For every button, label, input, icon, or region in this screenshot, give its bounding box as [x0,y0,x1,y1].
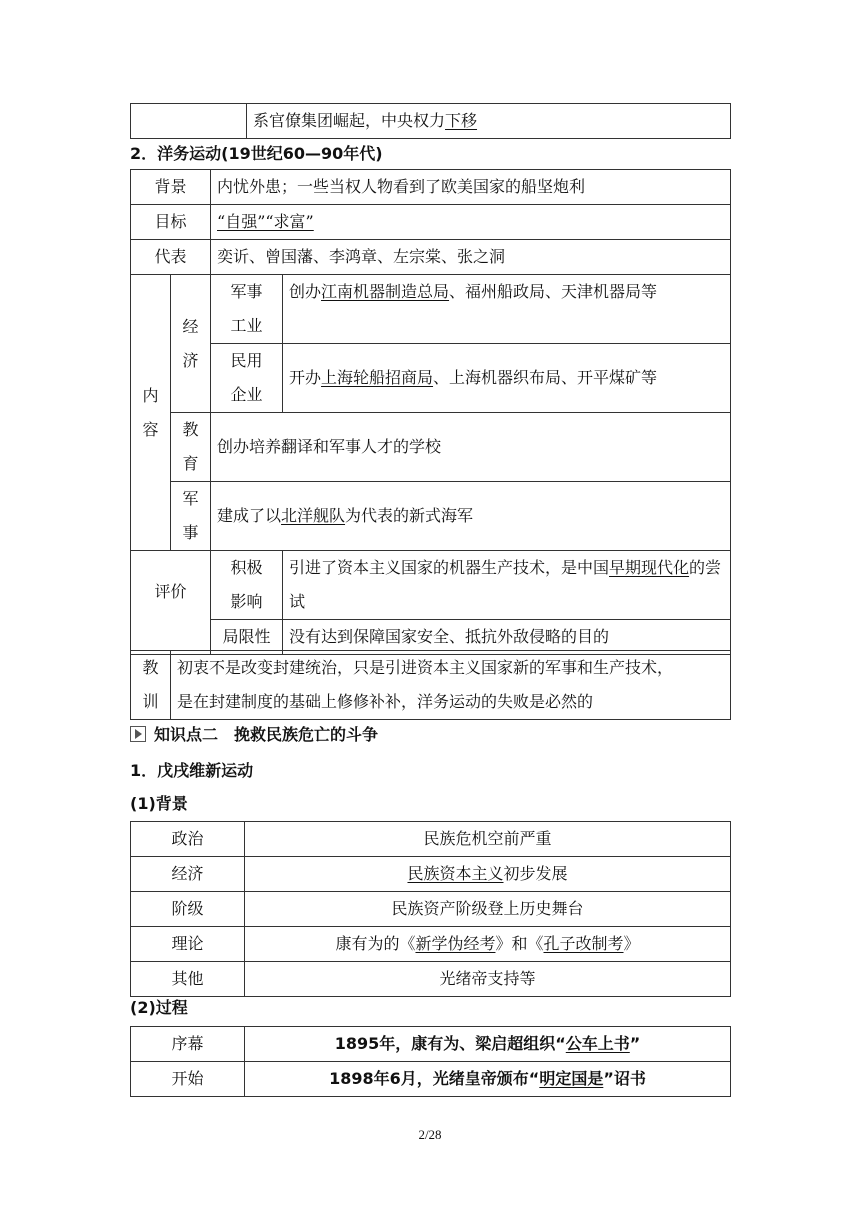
econ-label-1: 经 [182,316,199,336]
lesson-label-2: 训 [142,692,159,711]
mil-value [211,482,731,551]
yangwu-table [130,169,731,655]
civ-post: 、上海机器织布局、开平煤矿等 [433,368,658,387]
knowledge-point-2-title [130,722,378,745]
th-mid: 》和《 [495,934,544,953]
bg-label: 背景 [131,170,211,205]
mil-ind-label-2: 工业 [230,316,263,335]
mil-label [171,482,211,551]
lim-label: 局限性 [211,620,283,655]
lesson-label-1: 教 [142,658,159,677]
pos-label-1: 积极 [230,558,263,577]
empty-cell [131,104,247,139]
th-pre: 康有为的《 [335,934,416,953]
th-u1: 新学伪经考 [415,934,496,953]
mi-pre: 创办 [289,282,322,301]
st-pre: 1898年6月，光绪皇帝颁布“ [329,1069,540,1088]
content-label-2: 容 [142,419,159,439]
theory-value [245,927,731,962]
eval-label: 评价 [131,551,211,655]
class-label: 阶级 [131,892,245,927]
rep-label: 代表 [131,240,211,275]
class-value: 民族资产阶级登上历史舞台 [245,892,731,927]
process-table [130,1026,731,1097]
th-post: 》 [623,934,640,953]
civ-value [283,344,731,413]
other-label: 其他 [131,962,245,997]
pr-pre: 1895年，康有为、梁启超组织“ [334,1034,566,1053]
goal-value [211,205,731,240]
content-label [131,275,171,551]
mil-ind-label-1: 军事 [230,282,263,301]
play-marker-icon [130,726,146,742]
economy-value [245,857,731,892]
goal-text: “自强”“求富” [217,212,314,231]
edu-label-2: 育 [182,454,199,473]
economy-label: 经济 [131,857,245,892]
civ-label-1: 民用 [230,351,263,370]
st-post: ”诏书 [603,1069,646,1088]
mil-post: 为代表的新式海军 [345,506,474,525]
wuxu-title: 1．戊戌维新运动 [130,761,254,780]
kp2-text: 知识点二 挽救民族危亡的斗争 [154,725,379,744]
pos-u: 早期现代化 [609,558,690,577]
eco-post: 初步发展 [503,864,568,883]
cont-text: 系官僚集团崛起，中央权力 [253,111,446,130]
edu-value: 创办培养翻译和军事人才的学校 [211,413,731,482]
lesson-label [131,651,171,720]
pos-label-2: 影响 [230,592,263,611]
edu-label-1: 教 [182,420,199,439]
lesson-value [171,651,731,720]
civ-u: 上海轮船招商局 [321,368,434,387]
pos-pre: 引进了资本主义国家的机器生产技术，是中国 [289,558,610,577]
prelude-label: 序幕 [131,1027,245,1062]
continuation-table [130,103,731,139]
bg-value: 内忧外患；一些当权人物看到了欧美国家的船坚炮利 [211,170,731,205]
continuation-text [247,104,731,139]
content-label-1: 内 [142,385,159,405]
civ-label [211,344,283,413]
cont-underline: 下移 [445,111,478,130]
process-subtitle: (2)过程 [130,998,188,1017]
mi-u: 江南机器制造总局 [321,282,450,301]
politics-label: 政治 [131,822,245,857]
other-value: 光绪帝支持等 [245,962,731,997]
pos-label [211,551,283,620]
mil-ind-value [283,275,731,344]
goal-label: 目标 [131,205,211,240]
start-label: 开始 [131,1062,245,1097]
st-u: 明定国是 [539,1069,604,1088]
theory-label: 理论 [131,927,245,962]
mi-post: 、福州船政局、天津机器局等 [449,282,658,301]
section-title-yangwu: 2．洋务运动(19世纪60—90年代) [130,144,383,163]
pos-post: 的尝试 [289,558,722,611]
civ-pre: 开办 [289,368,322,387]
page-number: 2/28 [418,1127,442,1142]
lesson-line-1: 初衷不是改变封建统治，只是引进资本主义国家新的军事和生产技术， [177,658,674,677]
edu-label [171,413,211,482]
econ-label-2: 济 [182,350,199,370]
pr-u: 公车上书 [565,1034,630,1053]
politics-value: 民族危机空前严重 [245,822,731,857]
background-subtitle: (1)背景 [130,794,188,813]
th-u2: 孔子改制考 [543,934,624,953]
background-table [130,821,731,997]
mil-u: 北洋舰队 [281,506,346,525]
pr-post: ” [629,1034,641,1053]
mil-ind-label [211,275,283,344]
start-value [245,1062,731,1097]
prelude-value [245,1027,731,1062]
econ-label [171,275,211,413]
mil-pre: 建成了以 [217,506,282,525]
lesson-table [130,650,731,720]
civ-label-2: 企业 [230,385,263,404]
rep-value: 奕䜣、曾国藩、李鸿章、左宗棠、张之洞 [211,240,731,275]
mil-label-2: 事 [182,523,199,542]
mil-label-1: 军 [182,489,199,508]
eco-u: 民族资本主义 [407,864,504,883]
pos-value [283,551,731,620]
lesson-line-2: 是在封建制度的基础上修修补补，洋务运动的失败是必然的 [177,692,594,711]
lim-value: 没有达到保障国家安全、抵抗外敌侵略的目的 [283,620,731,655]
